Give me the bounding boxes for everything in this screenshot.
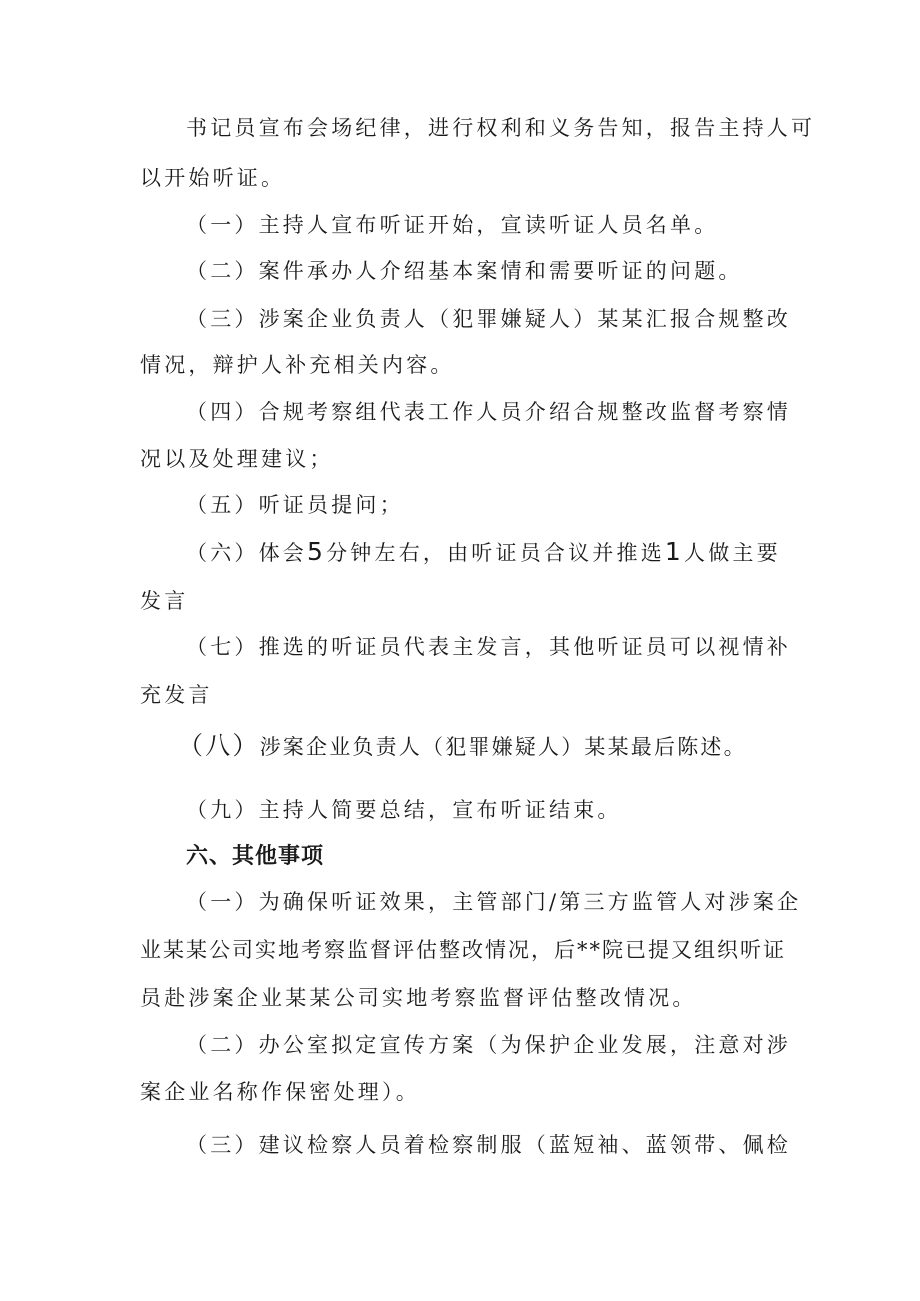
list-item-6 <box>186 537 780 568</box>
text-run: （六）体会 <box>186 541 307 565</box>
section-heading: 六、其他事项 <box>186 844 325 869</box>
list-item-4-cont: 况以及处理建议； <box>140 447 334 471</box>
text-run: 涉案企业负责人（犯罪嫌疑人）某某最后陈述。 <box>259 735 747 759</box>
text-run: 分钟左右，由听证员合议并推选 <box>326 541 665 565</box>
list-item-7: （七）推选的听证员代表主发言，其他听证员可以视情补 <box>186 635 791 659</box>
text-run: （八） <box>178 731 260 760</box>
list-item-8 <box>178 731 780 762</box>
number-run: 5 <box>307 537 327 566</box>
list-item-3-cont: 情况，辩护人补充相关内容。 <box>140 353 455 377</box>
list-item-9: （九）主持人简要总结，宣布听证结束。 <box>186 798 622 822</box>
list-item-6-cont: 发言 <box>140 589 189 613</box>
other-item-1-cont: 业某某公司实地考察监督评估整改情况，后**院已提又组织听证 <box>140 938 786 962</box>
list-item-1: （一）主持人宣布听证开始，宣读听证人员名单。 <box>186 213 719 237</box>
list-item-3: （三）涉案企业负责人（犯罪嫌疑人）某某汇报合规整改 <box>186 307 791 331</box>
list-item-5: （五）听证员提问； <box>186 493 404 517</box>
number-run: 1 <box>664 537 685 566</box>
other-item-2: （二）办公室拟定宣传方案（为保护企业发展，注意对涉 <box>186 1033 791 1057</box>
list-item-4: （四）合规考察组代表工作人员介绍合规整改监督考察情 <box>186 400 791 424</box>
other-item-2-cont: 案企业名称作保密处理）。 <box>140 1080 420 1104</box>
list-item-7-cont: 充发言 <box>140 683 213 707</box>
list-item-2: （二）案件承办人介绍基本案情和需要听证的问题。 <box>186 259 743 283</box>
paragraph-line: 书记员宣布会场纪律，进行权利和义务告知，报告主持人可 <box>186 116 816 140</box>
text-run: 人做主要 <box>684 541 781 565</box>
other-item-1: （一）为确保听证效果，主管部门/第三方监管人对涉案企 <box>186 890 802 914</box>
other-item-3: （三）建议检察人员着检察制服（蓝短袖、蓝领带、佩检 <box>186 1133 791 1157</box>
paragraph-line: 以开始听证。 <box>140 166 286 190</box>
other-item-1-cont: 员赴涉案企业某某公司实地考察监督评估整改情况。 <box>140 986 697 1010</box>
